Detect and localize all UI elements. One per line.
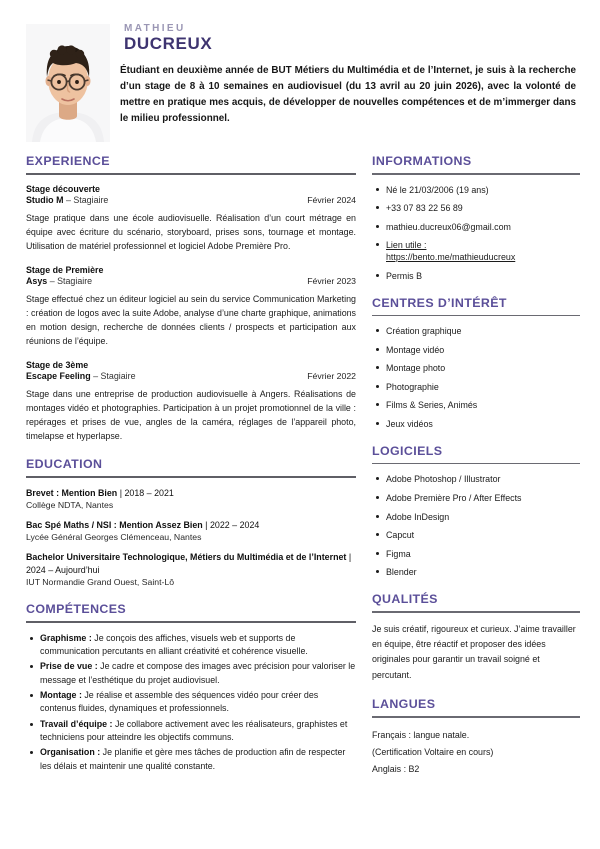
education-school: IUT Normandie Grand Ouest, Saint-Lô xyxy=(26,577,175,587)
education-years: | 2022 – 2024 xyxy=(202,520,260,531)
job-meta xyxy=(26,276,356,286)
section-interests xyxy=(372,296,580,430)
skill-name: Travail d’équipe : xyxy=(40,718,113,729)
section-title-qualities: QUALITÉS xyxy=(372,592,438,607)
link-label[interactable]: Lien utile : xyxy=(386,240,427,251)
first-name: MATHIEU xyxy=(124,23,186,34)
experience-item xyxy=(26,184,356,253)
list-item xyxy=(40,689,356,716)
job-description: Stage pratique dans une école audiovisuelle. Réalisation d’un court métrage en équipe avec écriture du scénario, storyboard, prises sons, tournage et montage. Utilisation de matériel professionnel et logiciel Adobe Première Pro. xyxy=(26,212,356,251)
left-column xyxy=(26,154,356,793)
interests-list xyxy=(372,325,580,430)
education-degree-line xyxy=(26,551,356,576)
job-description: Stage effectué chez un éditeur logiciel au sein du service Communication Marketing : création de logos avec la suite Adobe, analyse d’une charte graphique, animations en motion design, recherche de données clients / prospects et participation aux réunions de l’équipe. xyxy=(26,293,356,346)
education-degree: Bachelor Universitaire Technologique, Métiers du Multimédia et de l’Internet xyxy=(26,552,347,563)
experience-item xyxy=(26,265,356,348)
skill-text: Je cadre et compose des images avec précision pour valoriser le message et l’esthétique du projet audiovisuel. xyxy=(40,661,356,685)
right-column xyxy=(372,154,580,793)
list-item: Adobe InDesign xyxy=(386,511,580,523)
section-divider xyxy=(26,621,356,623)
section-divider xyxy=(26,173,356,175)
job-company: Studio M xyxy=(26,194,64,205)
list-item: Création graphique xyxy=(386,325,580,337)
list-item: Capcut xyxy=(386,529,580,541)
list-item: Adobe Première Pro / After Effects xyxy=(386,492,580,504)
education-degree: Brevet : Mention Bien xyxy=(26,487,118,498)
full-name xyxy=(120,24,580,52)
section-title-interests: CENTRES D’INTÉRÊT xyxy=(372,295,507,310)
section-software xyxy=(372,444,580,578)
cv-header xyxy=(0,0,600,142)
list-item: Jeux vidéos xyxy=(386,418,580,430)
education-school: Lycée Général Georges Clémenceau, Nantes xyxy=(26,532,202,543)
section-title-experience: EXPERIENCE xyxy=(26,154,110,168)
job-separator: – xyxy=(65,194,71,205)
education-item xyxy=(26,551,356,588)
skill-text: Je conçois des affiches, visuels web et supports de communication percutants en alliant créativité et cohérence visuelle. xyxy=(40,632,308,656)
list-item xyxy=(40,660,356,687)
list-item-phone: +33 07 83 22 56 89 xyxy=(386,202,580,214)
job-date: Février 2022 xyxy=(307,371,356,382)
section-languages xyxy=(372,697,580,779)
job-separator: – xyxy=(49,275,55,286)
job-position: Stagiaire xyxy=(100,371,136,382)
skill-name: Montage : xyxy=(40,690,82,701)
list-item: Figma xyxy=(386,548,580,560)
education-years: | 2024 – Aujourd’hui xyxy=(26,552,352,575)
list-item: Photographie xyxy=(386,381,580,393)
education-item xyxy=(26,519,356,543)
section-divider xyxy=(372,315,580,317)
section-title-languages: LANGUES xyxy=(372,696,436,711)
section-informations xyxy=(372,154,580,282)
list-item: Montage photo xyxy=(386,362,580,374)
language-line: Français : langue natale. xyxy=(372,729,470,740)
list-item: Blender xyxy=(386,566,580,578)
list-item: Films & Series, Animés xyxy=(386,399,580,411)
job-meta xyxy=(26,195,356,205)
competences-list xyxy=(26,632,356,774)
list-item: Montage vidéo xyxy=(386,344,580,356)
skill-name: Graphisme : xyxy=(40,632,92,643)
section-divider xyxy=(372,173,580,175)
skill-name: Organisation : xyxy=(40,747,101,758)
job-description: Stage dans une entreprise de production audiovisuelle à Angers. Réalisations de montages vidéo et photographies. Participation à un projet promotionnel de la ville : repérages et prises de vue, angles de la caméra, réglages de l’appareil photo, timelapse et hyperlapse. xyxy=(26,389,356,442)
job-role: Stage découverte xyxy=(26,183,100,194)
section-qualities xyxy=(372,592,580,683)
list-item-email: mathieu.ducreux06@gmail.com xyxy=(386,221,580,233)
section-title-software: LOGICIELS xyxy=(372,443,443,458)
section-divider xyxy=(26,476,356,478)
job-role: Stage de 3ème xyxy=(26,360,89,371)
job-company: Escape Feeling xyxy=(26,371,91,382)
education-degree-line xyxy=(26,519,356,531)
section-divider xyxy=(372,716,580,718)
job-separator: – xyxy=(93,371,99,382)
education-degree: Bac Spé Maths / NSI : Mention Assez Bien xyxy=(26,520,203,531)
education-degree-line xyxy=(26,487,356,499)
job-date: Février 2023 xyxy=(307,275,356,286)
cv-body xyxy=(0,142,600,793)
skill-name: Prise de vue : xyxy=(40,661,98,672)
section-experience xyxy=(26,154,356,443)
education-years: | 2018 – 2021 xyxy=(117,487,174,498)
job-date: Février 2024 xyxy=(307,194,356,205)
list-item-licence: Permis B xyxy=(386,270,580,282)
list-item-link[interactable] xyxy=(386,239,580,263)
job-position: Stagiaire xyxy=(57,275,93,286)
qualities-text: Je suis créatif, rigoureux et curieux. J’aime travailler en équipe, être réactif et proposer des idées originales pour garantir un travail soigné et percutant. xyxy=(372,623,576,680)
list-item xyxy=(40,632,356,659)
job-company-line xyxy=(26,195,108,205)
section-title-education: EDUCATION xyxy=(26,457,103,472)
list-item: Adobe Photoshop / Illustrator xyxy=(386,473,580,485)
job-company-line xyxy=(26,276,92,286)
informations-list xyxy=(372,184,580,282)
last-name: DUCREUX xyxy=(124,34,213,53)
section-divider xyxy=(372,611,580,613)
list-item-birthdate: Né le 21/03/2006 (19 ans) xyxy=(386,184,580,196)
portfolio-link[interactable]: https://bento.me/mathieuducreux xyxy=(386,252,516,263)
list-item xyxy=(40,718,356,745)
job-company-line xyxy=(26,371,136,381)
education-item xyxy=(26,487,356,511)
section-competences xyxy=(26,602,356,773)
header-text xyxy=(110,24,580,137)
language-line: (Certification Voltaire en cours) xyxy=(372,746,494,757)
education-school: Collège NDTA, Nantes xyxy=(26,500,114,511)
job-position: Stagiaire xyxy=(73,194,109,205)
portrait-photo-icon xyxy=(26,24,110,142)
skill-text: Je réalise et assemble des séquences vidéo pour créer des contenus fluides, dynamiques et professionnels. xyxy=(40,690,319,714)
experience-item xyxy=(26,360,356,443)
language-line: Anglais : B2 xyxy=(372,764,420,775)
job-meta xyxy=(26,371,356,381)
section-divider xyxy=(372,463,580,465)
list-item xyxy=(40,746,356,773)
avatar xyxy=(26,24,110,142)
skill-text: Je planifie et gère mes tâches de production afin de respecter les délais et maintenir une qualité constante. xyxy=(40,747,346,771)
section-education xyxy=(26,457,356,588)
skill-text: Je collabore activement avec les réalisateurs, graphistes et techniciens pour atteindre les objectifs communs. xyxy=(40,718,348,743)
software-list xyxy=(372,473,580,578)
section-title-competences: COMPÉTENCES xyxy=(26,602,127,616)
profile-summary: Étudiant en deuxième année de BUT Métiers du Multimédia et de l’Internet, je suis à la recherche d’un stage de 8 à 10 semaines en audiovisuel (du 13 avril au 20 juin 2026), avec la volonté de mettre en pratique mes acquis, de développer de nouvelles compétences et de m’immerger dans le milieu professionnel. xyxy=(120,65,576,125)
section-title-informations: INFORMATIONS xyxy=(372,154,472,168)
job-role: Stage de Première xyxy=(26,264,104,275)
job-company: Asys xyxy=(26,275,48,286)
